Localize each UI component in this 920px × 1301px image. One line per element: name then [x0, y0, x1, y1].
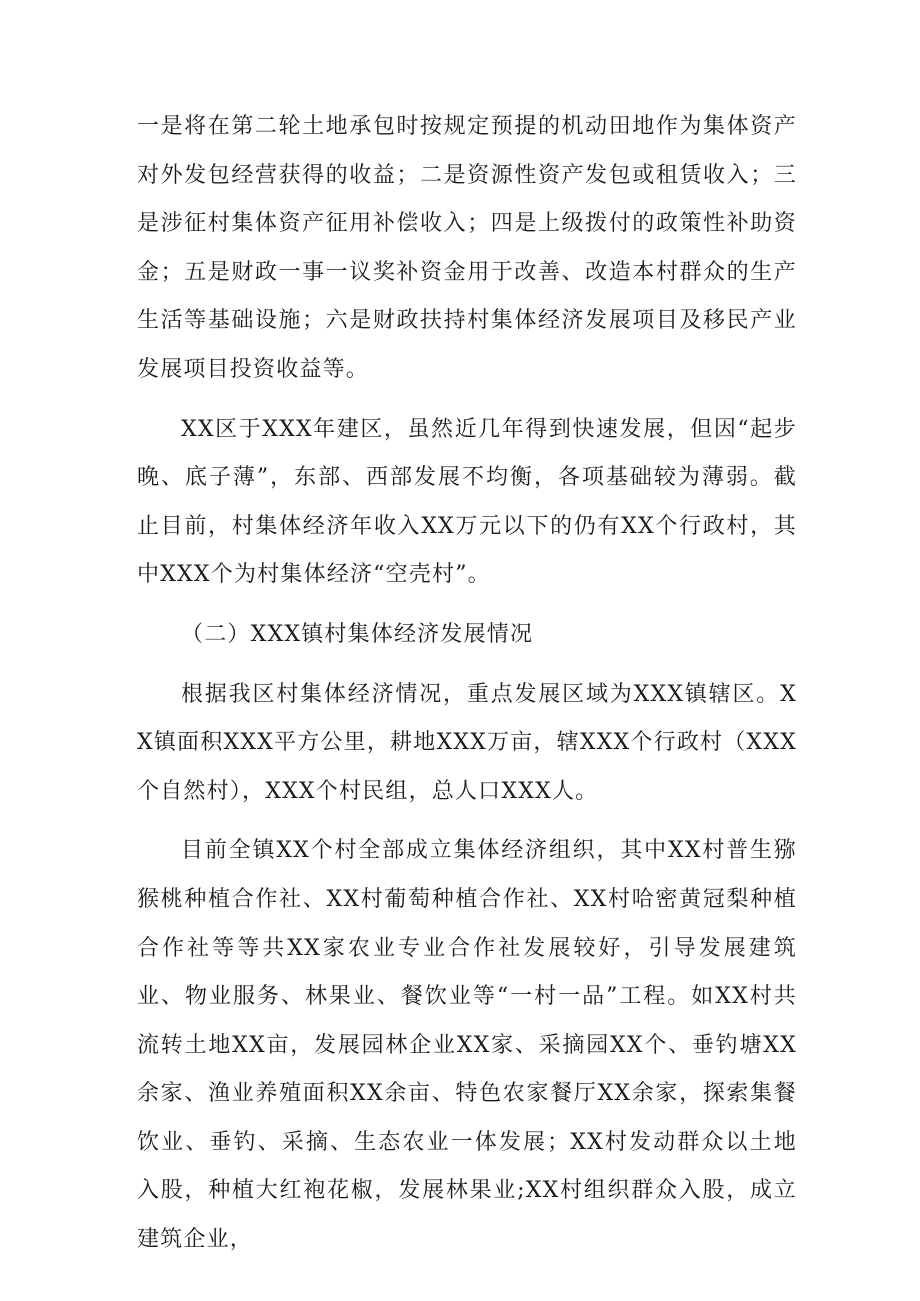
section-heading-town-development: （二）XXX镇村集体经济发展情况 [181, 621, 534, 647]
paragraph-district-overview: XX区于XXX年建区，虽然近几年得到快速发展，但因“起步晚、底子薄”，东部、西部发展不均衡，各项基础较为薄弱。截止目前，村集体经济年收入XX万元以下的仍有XX个行政村，其中XXX个为村集体经济“空壳村”。 [137, 416, 797, 588]
paragraph-town-cooperatives: 目前全镇XX个村全部成立集体经济组织，其中XX村普生猕猴桃种植合作社、XX村葡萄种植合作社、XX村哈密黄冠梨种植合作社等等共XX家农业专业合作社发展较好，引导发展建筑业、物业服务、林果业、餐饮业等“一村一品”工程。如XX村共流转土地XX亩，发展园林企业XX家、采摘园XX个、垂钓塘XX余家、渔业养殖面积XX余亩、特色农家餐厅XX余家，探索集餐饮业、垂钓、采摘、生态农业一体发展；XX村发动群众以土地入股，种植大红袍花椒，发展林果业;XX村组织群众入股，成立建筑企业， [137, 838, 797, 1253]
document-body [137, 103, 797, 1265]
paragraph-town-profile: 根据我区村集体经济情况，重点发展区域为XXX镇辖区。XX镇面积XXX平方公里，耕地XXX万亩，辖XXX个行政村（XXX个自然村），XXX个村民组，总人口XXX人。 [137, 681, 798, 804]
paragraph-income-sources: 一是将在第二轮土地承包时按规定预提的机动田地作为集体资产对外发包经营获得的收益；二是资源性资产发包或租赁收入；三是涉征村集体资产征用补偿收入；四是上级拨付的政策性补助资金；五是财政一事一议奖补资金用于改善、改造本村群众的生产生活等基础设施；六是财政扶持村集体经济发展项目及移民产业发展项目投资收益等。 [137, 114, 797, 382]
